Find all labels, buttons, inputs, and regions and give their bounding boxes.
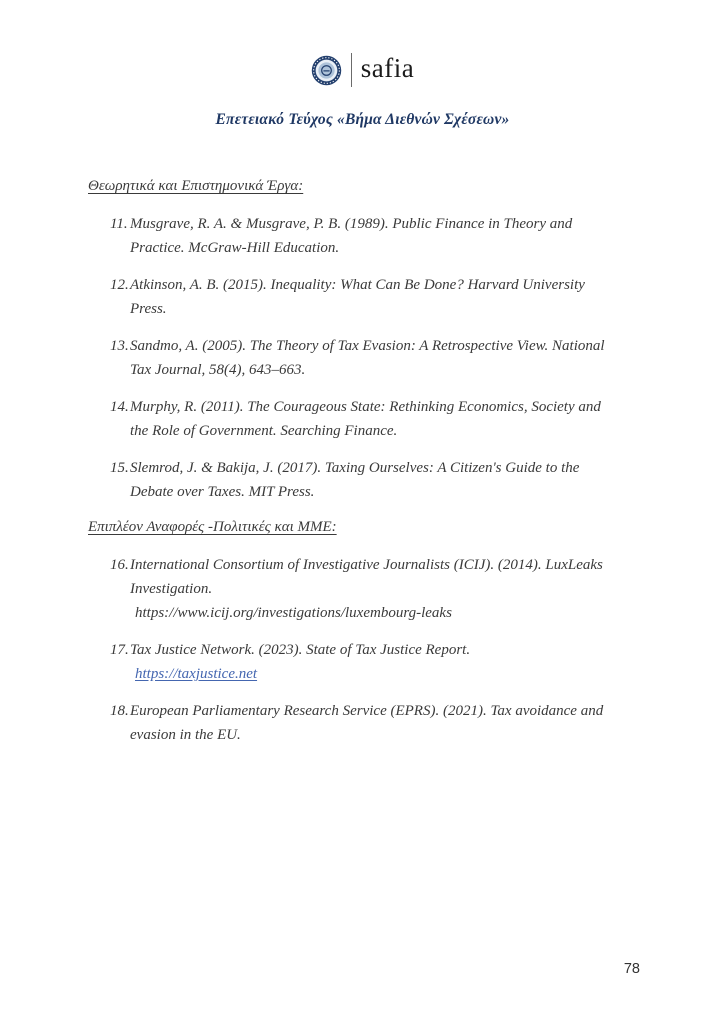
reference-text: European Parliamentary Research Service (EPRS). (2021). Tax avoidance and evasion in the EU. <box>130 703 604 743</box>
reference-number: 12. <box>110 277 129 293</box>
header-logo <box>0 0 725 88</box>
reference-item-14 <box>88 395 633 443</box>
reference-item-13 <box>88 334 633 382</box>
reference-list-theoretical <box>88 212 633 504</box>
reference-number: 18. <box>110 703 129 719</box>
reference-number: 14. <box>110 399 129 415</box>
reference-item-12 <box>88 273 633 321</box>
reference-item-15 <box>88 456 633 504</box>
page-number: 78 <box>623 961 640 977</box>
reference-text: Slemrod, J. & Bakija, J. (2017). Taxing Ourselves: A Citizen's Guide to the Debate over Taxes. MIT Press. <box>130 460 580 500</box>
reference-citation: Tax Justice Network. (2023). State of Tax Justice Report. <box>130 642 471 658</box>
references-content <box>0 178 725 747</box>
reference-text: Atkinson, A. B. (2015). Inequality: What Can Be Done? Harvard University Press. <box>130 277 585 317</box>
reference-item-16 <box>88 553 633 625</box>
reference-list-media <box>88 553 633 747</box>
safia-seal-icon <box>311 55 342 86</box>
reference-item-17 <box>88 638 633 686</box>
reference-number: 16. <box>110 557 129 573</box>
reference-text <box>130 638 622 686</box>
reference-text <box>130 553 622 625</box>
reference-text: Murphy, R. (2011). The Courageous State: Rethinking Economics, Society and the Role of Government. Searching Finance. <box>130 399 601 439</box>
reference-item-11 <box>88 212 633 260</box>
reference-number: 13. <box>110 338 129 354</box>
reference-number: 17. <box>110 642 129 658</box>
brand-name: safia <box>360 52 415 83</box>
reference-citation: International Consortium of Investigative Journalists (ICIJ). (2014). LuxLeaks Investigation. <box>130 557 603 597</box>
reference-number: 15. <box>110 460 129 476</box>
issue-title: Επετειακό Τεύχος «Βήμα Διεθνών Σχέσεων» <box>215 111 510 128</box>
reference-item-18 <box>88 699 633 747</box>
logo-divider <box>351 53 352 87</box>
reference-text: Musgrave, R. A. & Musgrave, P. B. (1989). Public Finance in Theory and Practice. McGraw-Hill Education. <box>130 216 573 256</box>
reference-number: 11. <box>110 216 128 232</box>
section-heading-theoretical-works: Θεωρητικά και Επιστημονικά Έργα: <box>88 178 304 194</box>
reference-url-link[interactable]: https://taxjustice.net <box>135 666 258 682</box>
section-heading-additional-references: Επιπλέον Αναφορές -Πολιτικές και ΜΜΕ: <box>88 519 337 535</box>
reference-text: Sandmo, A. (2005). The Theory of Tax Evasion: A Retrospective View. National Tax Journal, 58(4), 643–663. <box>130 338 605 378</box>
reference-url-plain: https://www.icij.org/investigations/luxembourg-leaks <box>135 605 452 621</box>
